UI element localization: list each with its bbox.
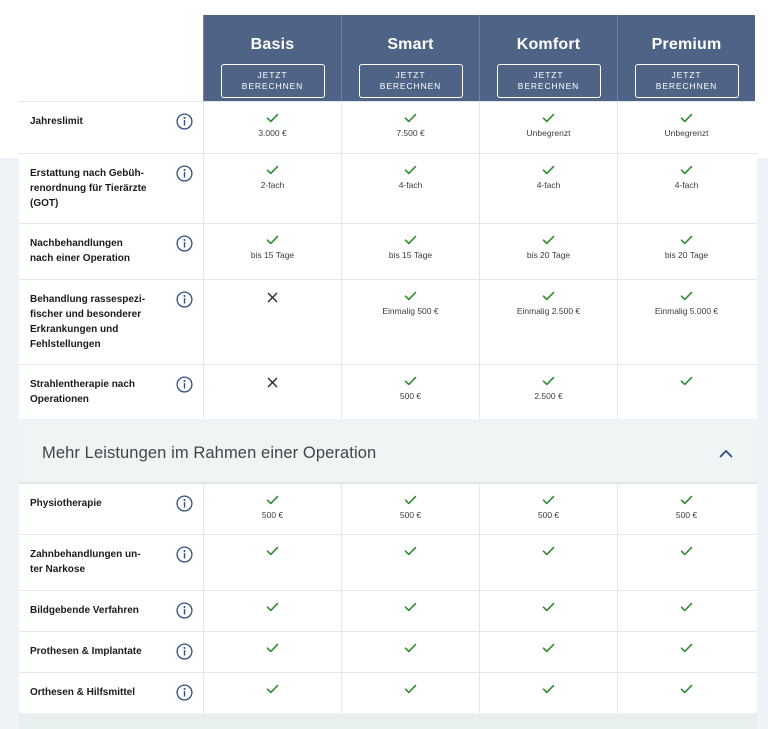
info-icon[interactable] [176,165,193,182]
benefit-label-text: Erstattung nach Gebüh- renordnung für Tierärzte (GOT) [30,168,147,209]
benefit-cell-premium [617,673,755,713]
benefit-cell-basis [203,224,341,279]
checkmark-icon [266,602,279,612]
benefit-label-text: Physiotherapie [30,498,102,509]
checkmark-icon [680,376,693,386]
header-spacer [19,15,203,101]
benefit-value: 4-fach [398,180,423,190]
section-header-operation[interactable] [19,425,757,483]
plan-column-basis [203,15,341,101]
cross-icon [267,292,278,303]
checkmark-icon [404,546,417,556]
calculate-button-komfort[interactable]: JETZT BERECHNEN [497,64,601,98]
calculate-button-smart[interactable]: JETZT BERECHNEN [359,64,463,98]
benefit-value: 500 € [399,391,422,401]
benefit-row [19,590,757,631]
benefit-value: 2.500 € [534,391,563,401]
benefit-cell-premium [617,591,755,631]
checkmark-icon [542,291,555,301]
next-section-strip [19,714,757,729]
benefit-row [19,483,757,534]
benefit-cell-basis [203,632,341,672]
benefit-cell-smart [341,224,479,279]
benefit-label [19,280,203,364]
plan-name: Smart [387,36,434,53]
checkmark-icon [266,684,279,694]
benefit-cell-smart [341,484,479,534]
checkmark-icon [680,165,693,175]
benefit-cell-komfort [479,280,617,364]
benefit-cell-komfort [479,591,617,631]
info-icon[interactable] [176,495,193,512]
benefit-value: Einmalig 5.000 € [654,306,719,316]
benefit-value: Unbegrenzt [664,128,709,138]
tariff-comparison-table [19,15,757,713]
benefit-cell-komfort [479,535,617,590]
checkmark-icon [266,546,279,556]
benefit-row [19,534,757,590]
checkmark-icon [542,643,555,653]
benefit-label-text: Orthesen & Hilfsmittel [30,687,136,698]
plan-header-row [19,15,757,101]
benefit-rows [19,101,757,419]
benefit-cell-smart [341,591,479,631]
checkmark-icon [680,495,693,505]
checkmark-icon [404,291,417,301]
benefit-cell-komfort [479,673,617,713]
info-icon[interactable] [176,235,193,252]
benefit-value: 4-fach [536,180,561,190]
benefit-cell-basis [203,280,341,364]
benefit-label [19,535,203,590]
calculate-button-basis[interactable]: JETZT BERECHNEN [221,64,325,98]
cross-icon [267,377,278,388]
plan-column-komfort [479,15,617,101]
checkmark-icon [404,113,417,123]
benefit-cell-basis [203,535,341,590]
benefit-value: 500 € [399,510,422,520]
benefit-cell-premium [617,365,755,419]
checkmark-icon [542,495,555,505]
benefit-cell-basis [203,154,341,223]
checkmark-icon [404,602,417,612]
benefit-row [19,672,757,713]
benefit-value: 2-fach [260,180,285,190]
checkmark-icon [680,684,693,694]
benefit-label [19,484,203,534]
benefit-cell-basis [203,102,341,153]
benefit-row [19,153,757,223]
plan-column-smart [341,15,479,101]
info-icon[interactable] [176,684,193,701]
benefit-value: bis 15 Tage [388,250,433,260]
benefit-label-text: Behandlung rassespezi- fischer und besonderer Erkrankungen und Fehlstellungen [30,294,146,350]
benefit-cell-smart [341,280,479,364]
benefit-cell-smart [341,673,479,713]
benefit-row [19,631,757,672]
benefit-label [19,673,203,713]
benefit-label-text: Strahlentherapie nach Operationen [30,379,136,405]
benefit-cell-premium [617,632,755,672]
benefit-cell-basis [203,484,341,534]
benefit-cell-smart [341,154,479,223]
checkmark-icon [404,495,417,505]
checkmark-icon [266,643,279,653]
checkmark-icon [266,165,279,175]
plan-column-premium [617,15,755,101]
benefit-cell-komfort [479,154,617,223]
checkmark-icon [680,602,693,612]
benefit-cell-komfort [479,224,617,279]
checkmark-icon [542,602,555,612]
checkmark-icon [266,235,279,245]
checkmark-icon [542,376,555,386]
plan-name: Basis [250,36,295,53]
benefit-cell-premium [617,535,755,590]
benefit-cell-komfort [479,365,617,419]
benefit-row [19,101,757,153]
benefit-value: 4-fach [674,180,699,190]
benefit-cell-basis [203,591,341,631]
info-icon[interactable] [176,291,193,308]
benefit-row [19,364,757,419]
plan-name: Komfort [516,36,581,53]
benefit-label [19,102,203,153]
checkmark-icon [404,684,417,694]
benefit-cell-premium [617,280,755,364]
checkmark-icon [404,165,417,175]
info-icon[interactable] [176,113,193,130]
checkmark-icon [542,235,555,245]
benefit-cell-smart [341,102,479,153]
checkmark-icon [680,235,693,245]
benefit-label [19,154,203,223]
benefit-value: 3.000 € [258,128,287,138]
benefit-cell-premium [617,484,755,534]
benefit-label-text: Nachbehandlungen nach einer Operation [30,238,131,264]
benefit-label-text: Jahreslimit [30,116,83,127]
benefit-cell-basis [203,365,341,419]
checkmark-icon [404,235,417,245]
checkmark-icon [266,113,279,123]
benefit-cell-komfort [479,102,617,153]
benefit-value: 500 € [675,510,698,520]
benefit-cell-komfort [479,632,617,672]
benefit-value: bis 20 Tage [526,250,571,260]
benefit-value: 7.500 € [396,128,425,138]
benefit-cell-premium [617,102,755,153]
benefit-value: bis 20 Tage [664,250,709,260]
benefit-label [19,591,203,631]
benefit-label [19,224,203,279]
checkmark-icon [542,546,555,556]
benefit-cell-premium [617,224,755,279]
section-benefit-rows [19,483,757,713]
benefit-label [19,632,203,672]
benefit-label-text: Prothesen & Implantate [30,646,142,657]
checkmark-icon [680,546,693,556]
benefit-cell-smart [341,535,479,590]
info-icon[interactable] [176,546,193,563]
benefit-cell-premium [617,154,755,223]
checkmark-icon [404,643,417,653]
calculate-button-premium[interactable]: JETZT BERECHNEN [635,64,739,98]
section-title: Mehr Leistungen im Rahmen einer Operation [42,444,377,462]
benefit-cell-komfort [479,484,617,534]
benefit-value: Einmalig 2.500 € [516,306,581,316]
benefit-value: 500 € [261,510,284,520]
benefit-value: Unbegrenzt [526,128,571,138]
chevron-up-icon[interactable] [719,449,733,458]
checkmark-icon [680,113,693,123]
benefit-cell-smart [341,632,479,672]
benefit-row [19,223,757,279]
benefit-value: Einmalig 500 € [382,306,439,316]
info-icon[interactable] [176,643,193,660]
benefit-value: 500 € [537,510,560,520]
benefit-value: bis 15 Tage [250,250,295,260]
checkmark-icon [542,113,555,123]
benefit-row [19,279,757,364]
checkmark-icon [266,495,279,505]
checkmark-icon [680,291,693,301]
benefit-label-text: Zahnbehandlungen un- ter Narkose [30,549,141,575]
benefit-label [19,365,203,419]
info-icon[interactable] [176,376,193,393]
info-icon[interactable] [176,602,193,619]
benefit-label-text: Bildgebende Verfahren [30,605,139,616]
checkmark-icon [542,684,555,694]
checkmark-icon [542,165,555,175]
benefit-cell-smart [341,365,479,419]
plan-name: Premium [651,36,722,53]
benefit-cell-basis [203,673,341,713]
checkmark-icon [680,643,693,653]
checkmark-icon [404,376,417,386]
